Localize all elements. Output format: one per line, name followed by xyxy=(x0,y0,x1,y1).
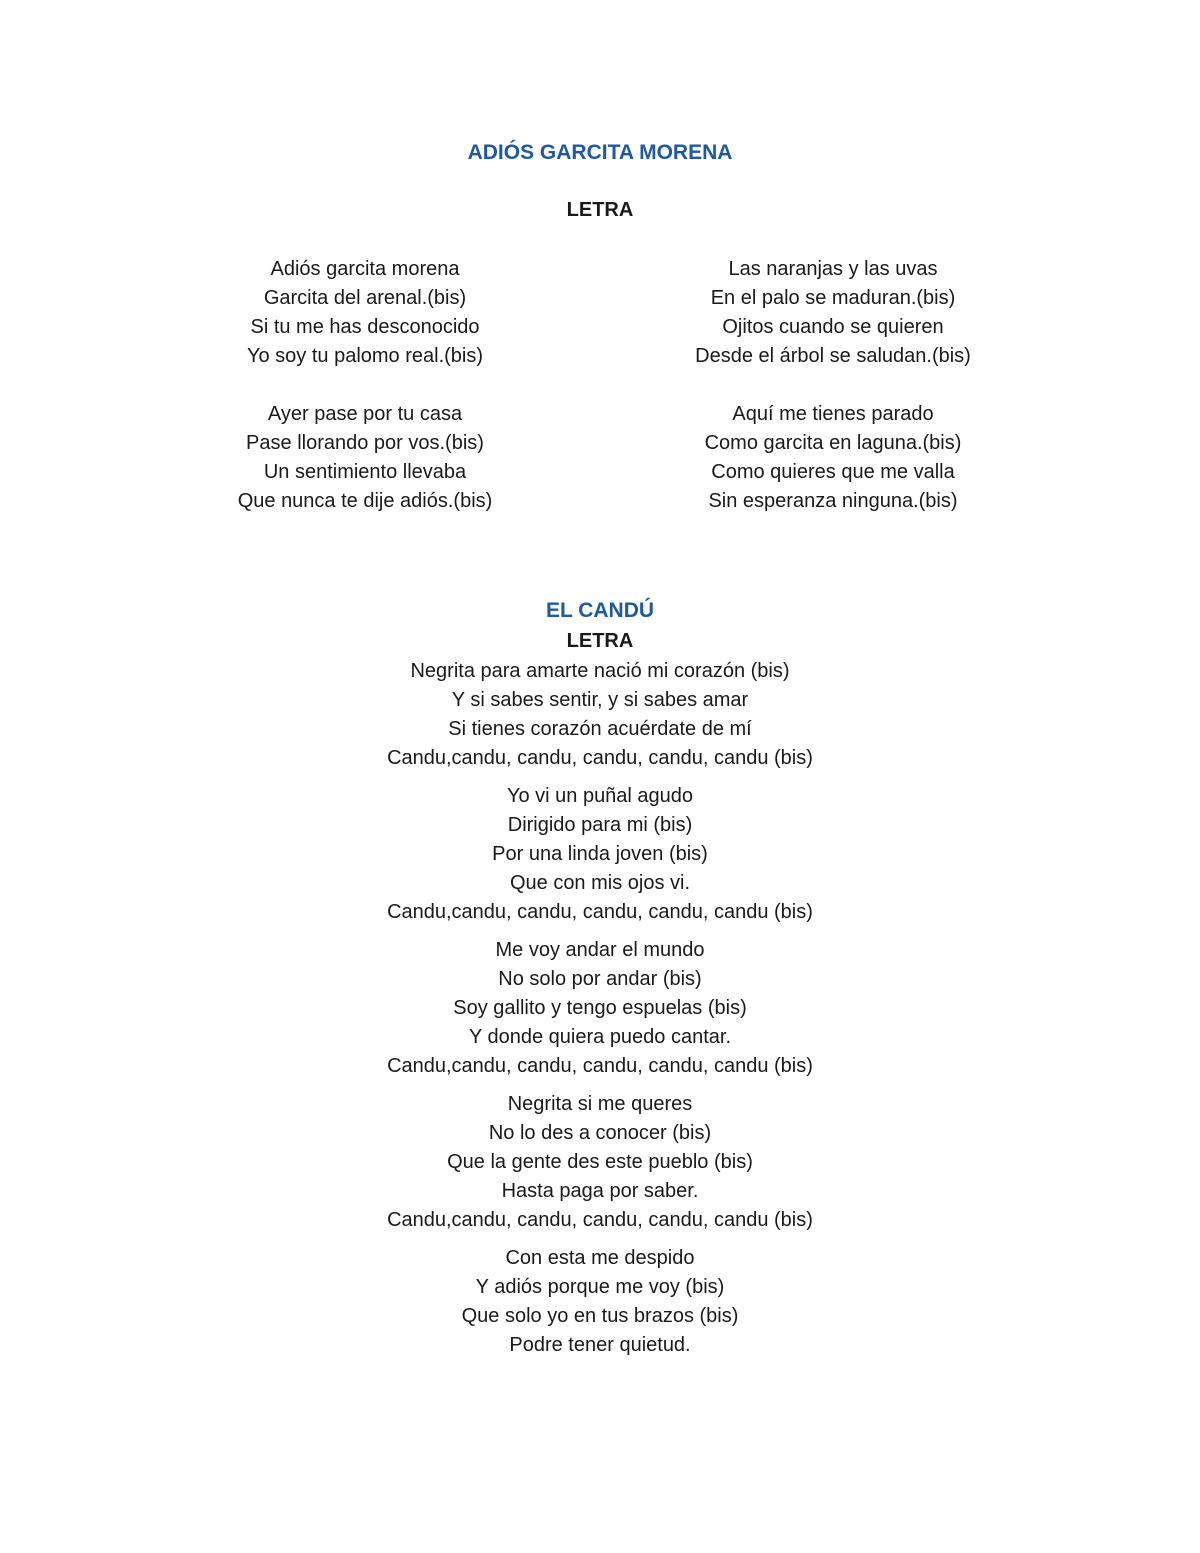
lyric-line: Si tu me has desconocido xyxy=(250,316,480,338)
lyric-line: Hasta paga por saber. xyxy=(501,1180,699,1202)
lyric-line: Candu,candu, candu, candu, candu, candu (bis) xyxy=(387,1209,813,1231)
lyric-line: Y adiós porque me voy (bis) xyxy=(475,1276,725,1298)
lyric-line: Como quieres que me valla xyxy=(711,461,955,483)
lyric-line: Como garcita en laguna.(bis) xyxy=(704,432,962,454)
stanza xyxy=(623,400,1043,516)
lyric-line: Que la gente des este pueblo (bis) xyxy=(447,1151,753,1173)
lyric-line: Un sentimiento llevaba xyxy=(263,461,467,483)
song2-title: EL CANDÚ xyxy=(545,599,655,622)
stanza xyxy=(0,1090,1200,1235)
song2-lyrics xyxy=(0,657,1200,1369)
lyric-line: Adiós garcita morena xyxy=(270,258,460,280)
lyric-line: Sin esperanza ninguna.(bis) xyxy=(708,490,958,512)
stanza xyxy=(0,657,1200,773)
stanza xyxy=(0,782,1200,927)
lyric-line: Aquí me tienes parado xyxy=(732,403,934,425)
lyric-line: Que con mis ojos vi. xyxy=(509,872,691,894)
stanza xyxy=(155,255,575,371)
lyric-line: Candu,candu, candu, candu, candu, candu (bis) xyxy=(387,1055,813,1077)
lyric-line: Con esta me despido xyxy=(505,1247,695,1269)
lyric-line: Negrita si me queres xyxy=(507,1093,693,1115)
song1-subtitle: LETRA xyxy=(566,199,634,221)
song1-left-column xyxy=(155,255,575,545)
stanza xyxy=(623,255,1043,371)
song1-title: ADIÓS GARCITA MORENA xyxy=(467,141,733,164)
lyric-line: Dirigido para mi (bis) xyxy=(507,814,693,836)
lyric-line: Pase llorando por vos.(bis) xyxy=(246,432,484,454)
lyric-line: Ayer pase por tu casa xyxy=(267,403,463,425)
lyric-line: Podre tener quietud. xyxy=(509,1334,691,1356)
lyric-line: En el palo se maduran.(bis) xyxy=(710,287,956,309)
song1-right-column xyxy=(623,255,1043,545)
lyric-line: Por una linda joven (bis) xyxy=(492,843,708,865)
lyric-line: Candu,candu, candu, candu, candu, candu (bis) xyxy=(387,901,813,923)
lyric-line: Me voy andar el mundo xyxy=(495,939,705,961)
lyric-line: Candu,candu, candu, candu, candu, candu (bis) xyxy=(387,747,813,769)
lyric-line: Ojitos cuando se quieren xyxy=(722,316,944,338)
song2-subtitle: LETRA xyxy=(566,630,634,652)
lyric-line: No solo por andar (bis) xyxy=(498,968,702,990)
lyric-line: Yo vi un puñal agudo xyxy=(506,785,694,807)
lyric-line: Yo soy tu palomo real.(bis) xyxy=(246,345,484,367)
stanza xyxy=(0,1244,1200,1360)
stanza xyxy=(0,936,1200,1081)
lyric-line: Negrita para amarte nació mi corazón (bis) xyxy=(410,660,790,682)
lyric-line: Y si sabes sentir, y si sabes amar xyxy=(451,689,749,711)
lyric-line: Si tienes corazón acuérdate de mí xyxy=(448,718,752,740)
lyric-line: Garcita del arenal.(bis) xyxy=(263,287,467,309)
lyric-line: Soy gallito y tengo espuelas (bis) xyxy=(453,997,747,1019)
lyric-line: Desde el árbol se saludan.(bis) xyxy=(695,345,971,367)
lyric-line: Que nunca te dije adiós.(bis) xyxy=(237,490,493,512)
lyric-line: Que solo yo en tus brazos (bis) xyxy=(461,1305,739,1327)
stanza xyxy=(155,400,575,516)
lyric-line: No lo des a conocer (bis) xyxy=(488,1122,712,1144)
lyric-line: Las naranjas y las uvas xyxy=(728,258,938,280)
lyric-line: Y donde quiera puedo cantar. xyxy=(468,1026,732,1048)
